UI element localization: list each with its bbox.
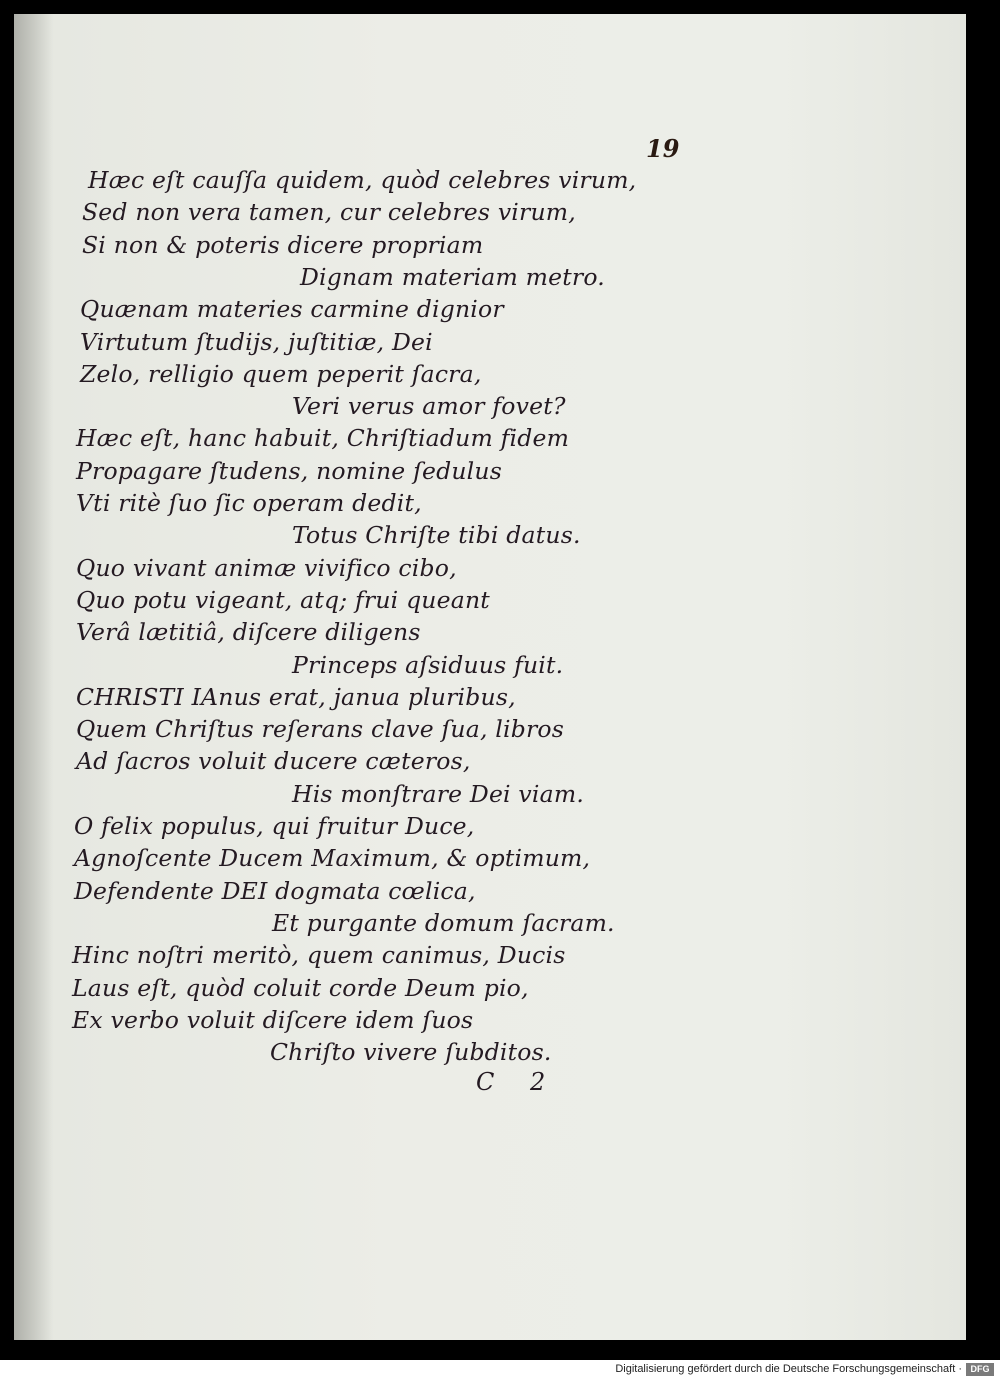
verse-line: Ad ſacros voluit ducere cæteros, — [76, 747, 471, 776]
verse-line: Quem Chriſtus reſerans clave ſua, libros — [76, 715, 565, 744]
verse-line: Vti ritè ſuo ſic operam dedit, — [76, 489, 422, 517]
verse-line: His monſtrare Dei viam. — [292, 779, 584, 808]
dfg-logo: DFG — [966, 1363, 994, 1376]
verse-line: Virtutum ſtudijs, juſtitiæ, Dei — [80, 327, 433, 356]
verse-line: Princeps aſsiduus fuit. — [292, 650, 564, 679]
verse-line: Zelo, relligio quem peperit ſacra, — [80, 359, 482, 388]
verse-line: Totus Chriſte tibi datus. — [292, 521, 581, 550]
verse-line: Quo vivant animæ vivifico cibo, — [76, 553, 457, 582]
verse-line: O felix populus, qui fruitur Duce, — [74, 812, 475, 840]
verse-line: Ex verbo voluit diſcere idem ſuos — [72, 1005, 474, 1034]
verse-line: Chriſto vivere ſubditos. — [270, 1038, 552, 1067]
verse-line: Defendente DEI dogmata cœlica, — [74, 876, 476, 905]
footer-bar — [0, 1360, 1000, 1380]
verse-line: Hæc eſt cauſſa quidem, quòd celebres virum, — [88, 166, 637, 194]
verse-line: Et purgante domum ſacram. — [272, 908, 615, 937]
verse-line: Dignam materiam metro. — [300, 262, 605, 291]
verse-line: Si non & poteris dicere propriam — [82, 230, 484, 259]
verse-line: Hæc eſt, hanc habuit, Chriſtiadum fidem — [76, 424, 570, 453]
verse-line: Propagare ſtudens, nomine ſedulus — [76, 456, 502, 485]
verse-line: Quænam materies carmine dignior — [80, 295, 504, 324]
verse-line: CHRISTI IAnus erat, janua pluribus, — [76, 682, 516, 711]
verse-line: Agnoſcente Ducem Maximum, & optimum, — [74, 844, 591, 873]
page-number: 19 — [646, 134, 680, 163]
verse-line: Veri verus amor fovet? — [292, 392, 566, 421]
book-page — [14, 14, 966, 1340]
verse-line: Hinc noſtri meritò, quem canimus, Ducis — [72, 941, 566, 970]
verse-line: Laus eſt, quòd coluit corde Deum pio, — [72, 973, 529, 1002]
verse-line: Quo potu vigeant, atq; frui queant — [76, 585, 490, 614]
signature-mark: C 2 — [476, 1068, 560, 1096]
verse-line: Verâ lætitiâ, diſcere diligens — [76, 618, 421, 647]
footer-credit: Digitalisierung gefördert durch die Deutsche Forschungsgemeinschaft · — [615, 1363, 962, 1375]
verse-line: Sed non vera tamen, cur celebres virum, — [82, 198, 576, 227]
